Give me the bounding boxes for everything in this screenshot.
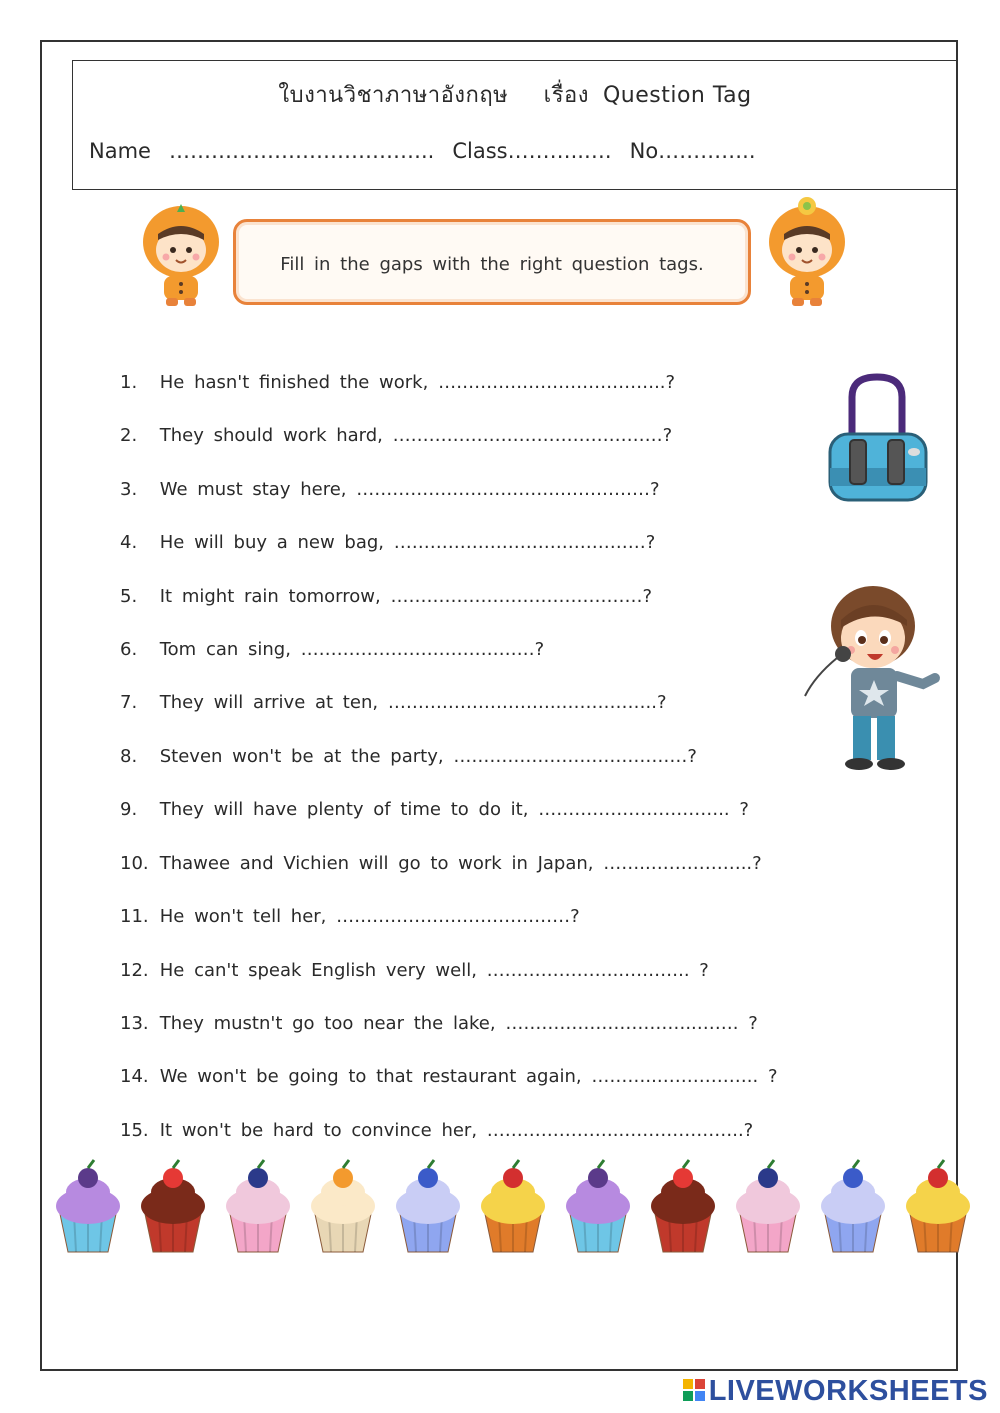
answer-blank[interactable]: …………………………………?: [300, 639, 545, 660]
logo-text: LIVEWORKSHEETS: [708, 1375, 988, 1407]
cupcake-cherry-icon: [475, 1158, 551, 1254]
question-item: [120, 960, 709, 981]
question-item: [120, 906, 580, 927]
question-number: 9.: [120, 799, 138, 820]
answer-blank[interactable]: …………………………………?: [453, 746, 697, 767]
answer-blank[interactable]: …………………..……….. ?: [486, 960, 709, 981]
instruction-text: Fill in the gaps with the right question tags.: [280, 254, 704, 275]
question-number: 11.: [120, 906, 149, 927]
worksheet-header: [72, 60, 958, 190]
question-number: 2.: [120, 425, 138, 446]
question-text: We won't be going to that restaurant again,: [159, 1066, 582, 1087]
title-topic: Question Tag: [602, 83, 752, 108]
question-text: Thawee and Vichien will go to work in Japan,: [159, 853, 594, 874]
question-item: [120, 532, 655, 553]
question-item: [120, 692, 667, 713]
cupcake-strawberry-icon: [135, 1158, 211, 1254]
class-field[interactable]: ………..….: [507, 139, 612, 163]
question-item: [120, 1013, 758, 1034]
question-text: He won't tell her,: [159, 906, 327, 927]
answer-blank[interactable]: ……………………….……………..?: [387, 692, 667, 713]
answer-blank[interactable]: ………………………………………?: [392, 425, 673, 446]
answer-blank[interactable]: ……..……………..?: [603, 853, 762, 874]
cupcake-blueberry-icon: [220, 1158, 296, 1254]
question-item: [120, 639, 544, 660]
question-text: Tom can sing,: [159, 639, 291, 660]
answer-blank[interactable]: ……………………………………?: [393, 532, 656, 553]
question-number: 10.: [120, 853, 149, 874]
answer-blank[interactable]: ………………………………..?: [438, 372, 676, 393]
question-text: It might rain tomorrow,: [159, 586, 381, 607]
liveworksheets-logo: [683, 1375, 988, 1408]
answer-blank[interactable]: ………..…………….. ?: [591, 1066, 778, 1087]
question-text: They should work hard,: [159, 425, 383, 446]
question-text: They will have plenty of time to do it,: [159, 799, 529, 820]
instruction-box: [233, 219, 751, 305]
cupcake-blueberry-icon: [730, 1158, 806, 1254]
answer-blank[interactable]: ……………………………………?: [390, 586, 652, 607]
question-text: We must stay here,: [159, 479, 347, 500]
title-topic-word: เรื่อง: [543, 83, 589, 108]
question-number: 12.: [120, 960, 149, 981]
cupcake-decoration-row: [50, 1158, 960, 1258]
name-field[interactable]: ………………………………..: [168, 139, 435, 163]
question-number: 13.: [120, 1013, 149, 1034]
question-item: [120, 372, 675, 393]
question-number: 14.: [120, 1066, 149, 1087]
question-text: He hasn't finished the work,: [159, 372, 429, 393]
question-text: They will arrive at ten,: [159, 692, 379, 713]
question-item: [120, 1120, 753, 1141]
question-number: 1.: [120, 372, 138, 393]
cupcake-orange-icon: [305, 1158, 381, 1254]
question-text: It won't be hard to convince her,: [159, 1120, 478, 1141]
answer-blank[interactable]: …………………..………………..?: [486, 1120, 754, 1141]
cupcake-cherry-icon: [900, 1158, 976, 1254]
answer-blank[interactable]: …………………………………?: [336, 906, 580, 927]
question-item: [120, 1066, 778, 1087]
question-item: [120, 799, 749, 820]
answer-blank[interactable]: …………………………….……………?: [356, 479, 660, 500]
question-text: They mustn't go too near the lake,: [159, 1013, 496, 1034]
question-number: 4.: [120, 532, 138, 553]
question-number: 8.: [120, 746, 138, 767]
cupcake-blue-icon: [390, 1158, 466, 1254]
question-number: 7.: [120, 692, 138, 713]
cupcake-blue-icon: [815, 1158, 891, 1254]
class-label: Class: [452, 139, 508, 163]
cupcake-strawberry-icon: [645, 1158, 721, 1254]
no-label: No: [629, 139, 659, 163]
question-item: [120, 479, 660, 500]
question-number: 5.: [120, 586, 138, 607]
name-label: Name: [89, 139, 151, 163]
cupcake-purple-icon: [50, 1158, 126, 1254]
question-item: [120, 586, 652, 607]
liveworksheets-mark-icon: [683, 1379, 705, 1403]
question-text: He can't speak English very well,: [159, 960, 477, 981]
question-number: 6.: [120, 639, 138, 660]
question-number: 3.: [120, 479, 138, 500]
question-item: [120, 425, 672, 446]
question-number: 15.: [120, 1120, 149, 1141]
cupcake-purple-icon: [560, 1158, 636, 1254]
question-text: Steven won't be at the party,: [159, 746, 444, 767]
no-field[interactable]: …………..: [658, 139, 756, 163]
singer-boy-illustration: [795, 576, 945, 776]
orange-mascot-left: [136, 200, 226, 310]
question-item: [120, 746, 697, 767]
bag-illustration: [822, 372, 932, 507]
question-item: [120, 853, 762, 874]
title-thai: ใบงานวิชาภาษาอังกฤษ: [278, 83, 509, 108]
student-info-fields: [89, 139, 756, 163]
question-text: He will buy a new bag,: [159, 532, 385, 553]
orange-mascot-right: [762, 194, 852, 310]
worksheet-title: [73, 77, 957, 112]
answer-blank[interactable]: ………………………….. ?: [538, 799, 749, 820]
answer-blank[interactable]: …………………………..……. ?: [505, 1013, 758, 1034]
